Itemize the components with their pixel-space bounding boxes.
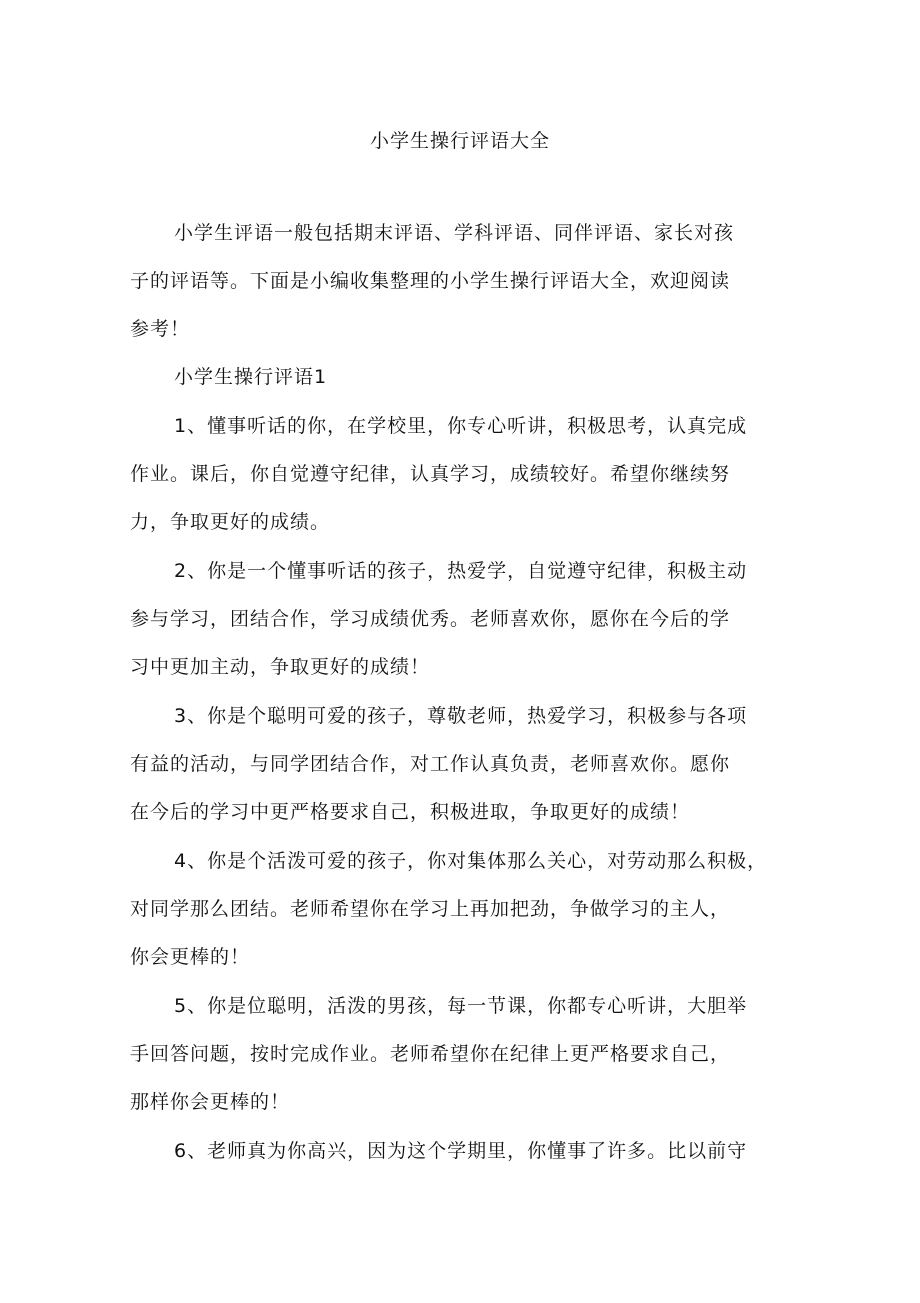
comment-5-line-1: 5、你是位聪明，活泼的男孩，每一节课，你都专心听讲，大胆举 [174,995,748,1017]
comment-3-line-3: 在今后的学习中更严格要求自己，积极进取，争取更好的成绩！ [130,801,691,823]
comment-2-line-2: 参与学习，团结合作，学习成绩优秀。老师喜欢你，愿你在今后的学 [130,608,731,630]
comment-3-line-2: 有益的活动，与同学团结合作，对工作认真负责，老师喜欢你。愿你 [130,753,731,775]
comment-5-line-2: 手回答问题，按时完成作业。老师希望你在纪律上更严格要求自己， [130,1043,731,1065]
comment-4-line-2: 对同学那么团结。老师希望你在学习上再加把劲，争做学习的主人， [130,898,731,920]
comment-6-line-1: 6、老师真为你高兴，因为这个学期里，你懂事了许多。比以前守 [174,1140,748,1162]
intro-line-3: 参考！ [130,318,191,340]
comment-4-line-3: 你会更棒的！ [130,946,251,968]
section-heading: 小学生操行评语1 [174,366,328,388]
intro-line-1: 小学生评语一般包括期末评语、学科评语、同伴评语、家长对孩 [174,222,735,244]
comment-3-line-1: 3、你是个聪明可爱的孩子，尊敬老师，热爱学习，积极参与各项 [174,705,748,727]
comment-1-line-1: 1、懂事听话的你，在学校里，你专心听讲，积极思考，认真完成 [174,415,748,437]
document-title: 小学生操行评语大全 [369,130,550,152]
comment-4-line-1: 4、你是个活泼可爱的孩子，你对集体那么关心，对劳动那么积极， [174,850,768,872]
intro-line-2: 子的评语等。下面是小编收集整理的小学生操行评语大全，欢迎阅读 [130,270,731,292]
comment-1-line-2: 作业。课后，你自觉遵守纪律，认真学习，成绩较好。希望你继续努 [130,463,731,485]
comment-2-line-3: 习中更加主动，争取更好的成绩！ [130,656,431,678]
comment-5-line-3: 那样你会更棒的！ [130,1091,291,1113]
comment-1-line-3: 力，争取更好的成绩。 [130,511,331,533]
comment-2-line-1: 2、你是一个懂事听话的孩子，热爱学，自觉遵守纪律，积极主动 [174,560,748,582]
